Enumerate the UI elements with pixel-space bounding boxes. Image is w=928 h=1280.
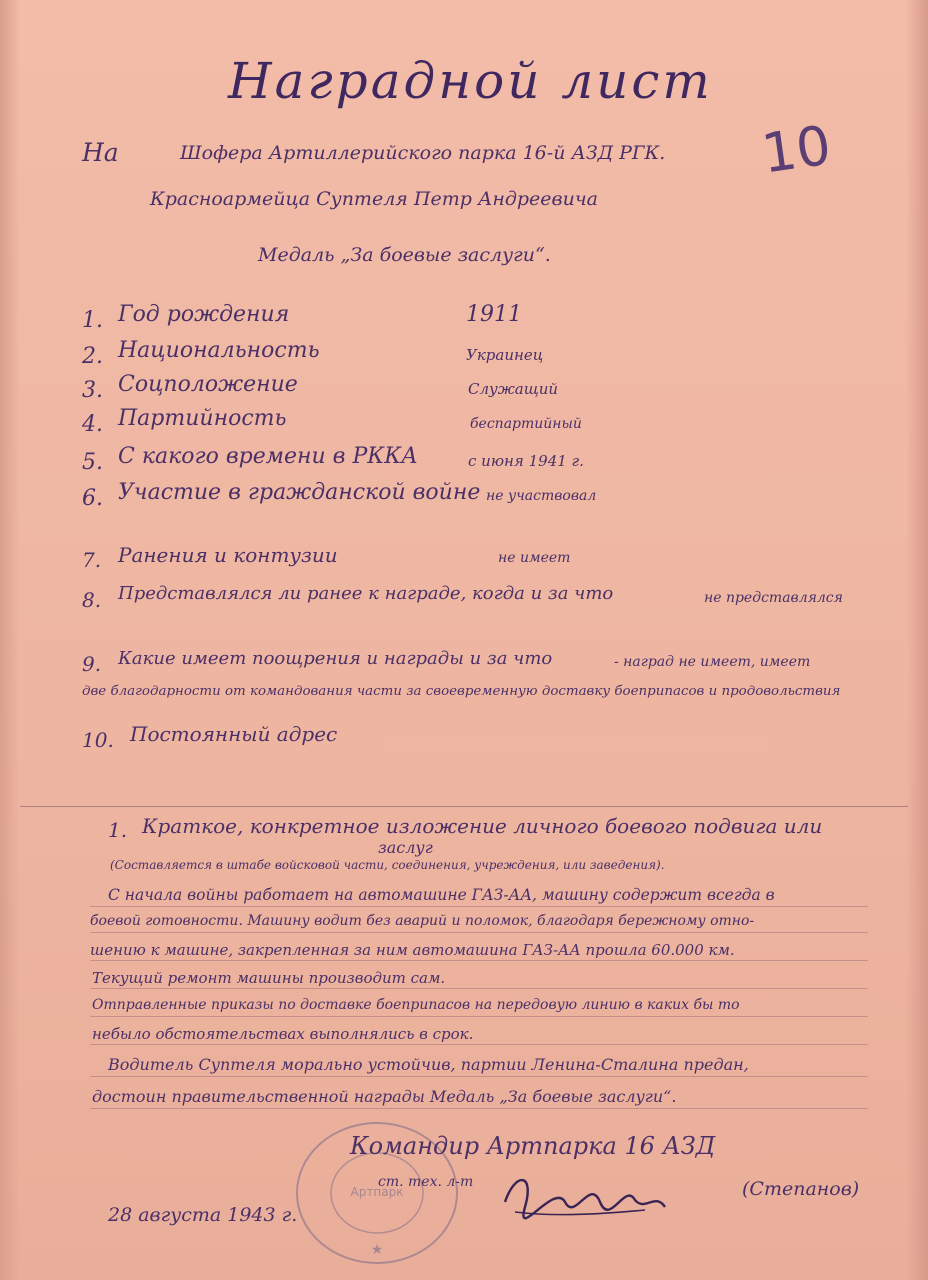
signature-scribble [495,1162,675,1232]
section-number: 1. [108,818,128,842]
ruled-line [90,1044,868,1045]
ruled-line [90,988,868,989]
field-value: не представлялся [704,590,843,606]
field-label: Участие в гражданской войне [118,480,481,505]
stamp-center-text: Артпарк [350,1185,404,1199]
body-line: С начала войны работает на автомашине ГАЗ-АА, машину содержит всегда в [108,886,775,904]
field-label: Постоянный адрес [130,722,338,746]
body-line: Текущий ремонт машины производит сам. [92,969,446,987]
fold-line [20,806,908,807]
ruled-line [90,932,868,933]
commander-name: (Степанов) [742,1178,860,1200]
ruled-line [90,906,868,907]
field-value: Служащий [468,380,559,398]
star-icon: ★ [370,1242,384,1258]
field-value: 1911 [466,302,522,327]
field-number: 9. [82,652,102,676]
ruled-line [90,1076,868,1077]
field-number: 7. [82,548,102,572]
paper-edge-right [906,0,928,1280]
document-date: 28 августа 1943 г. [108,1204,298,1226]
field-value: с июня 1941 г. [468,452,584,470]
body-line: Водитель Суптеля морально устойчив, партии Ленина-Сталина предан, [108,1055,749,1074]
ruled-line [90,1108,868,1109]
body-line: боевой готовности. Машину водит без аварий и поломок, благодаря бережному отно- [90,913,755,929]
commander-title: Командир Артпарка 16 АЗД [350,1132,716,1160]
recipient-rank-name: Красноармейца Суптеля Петр Андреевича [150,188,598,210]
field-label: Представлялся ли ранее к награде, когда и за что [118,583,614,604]
section-title: Краткое, конкретное изложение личного боевого подвига или [142,814,823,838]
field-label: Ранения и контузии [118,543,338,567]
body-line: достоин правительственной награды Медаль „За боевые заслуги“. [92,1087,677,1106]
field-number: 1. [82,308,103,333]
field-value: Украинец [466,346,544,364]
field-label: С какого времени в РККА [118,444,418,469]
field-number: 8. [82,588,102,612]
body-line: Отправленные приказы по доставке боеприпасов на передовую линию в каких бы то [92,997,740,1013]
recipient-position: Шофера Артиллерийского парка 16-й АЗД РГК. [180,142,666,164]
field-number: 5. [82,450,103,475]
field-label: Соцположение [118,372,298,397]
body-line: небыло обстоятельствах выполнялись в срок. [92,1025,474,1043]
body-line: шению к машине, закрепленная за ним автомашина ГАЗ-АА прошла 60.000 км. [90,941,735,959]
field-number: 4. [82,412,103,437]
field-value: беспартийный [470,416,582,432]
document-title: Наградной лист [228,52,713,110]
field-number: 6. [82,486,103,511]
field-label: Партийность [118,406,287,431]
field-value: - наград не имеет, имеет [614,654,811,670]
recipient-prefix: На [82,138,119,167]
section-note: (Составляется в штабе войсковой части, соединения, учреждения, или заведения). [110,858,665,872]
field-label: Национальность [118,338,320,363]
field-number: 10. [82,728,114,752]
field-label: Год рождения [118,302,290,327]
margin-mark: 10 [757,113,835,186]
ruled-line [90,1016,868,1017]
award-name: Медаль „За боевые заслуги“. [258,244,551,266]
field-number: 2. [82,344,103,369]
field-label: Какие имеет поощрения и награды и за что [118,648,553,669]
commander-rank: ст. тех. л-т [378,1174,474,1190]
section-title-continued: заслуг [378,838,433,857]
paper-edge-left [0,0,20,1280]
field-value: не участвовал [486,488,597,504]
field-number: 3. [82,378,103,403]
field-value: не имеет [498,550,571,566]
redacted-address [382,730,772,752]
field-value-continued: две благодарности от командования части за своевременную доставку боеприпасов и продовольствия [82,684,841,699]
ruled-line [90,960,868,961]
